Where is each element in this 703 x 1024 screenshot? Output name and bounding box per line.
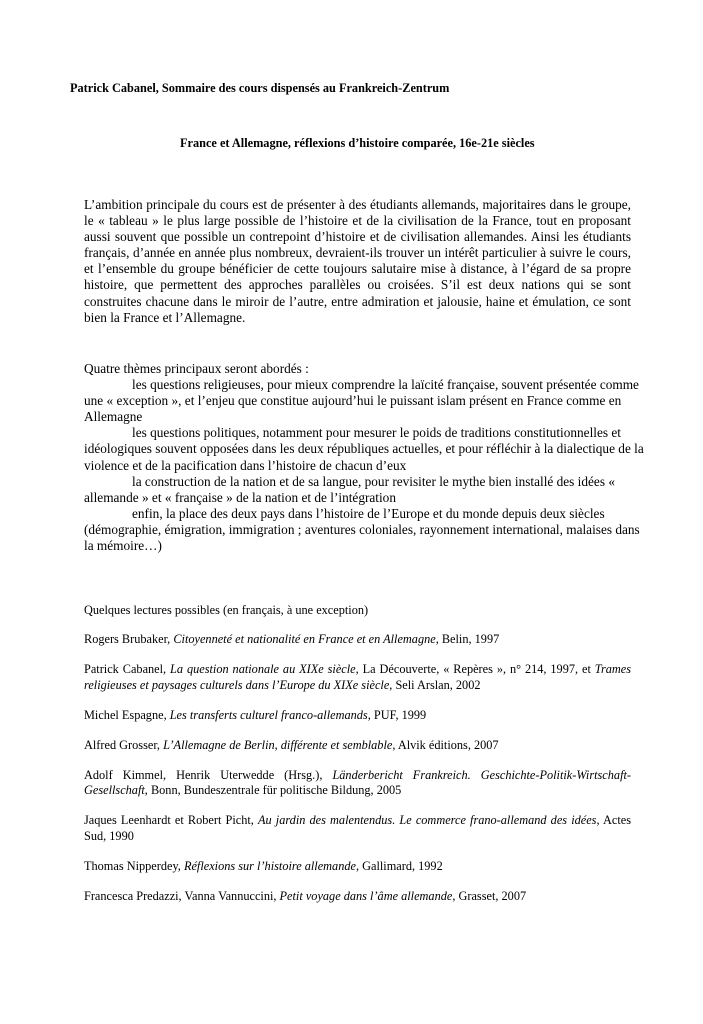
reading-entry: [84, 859, 631, 875]
reading-title: Réflexions sur l’histoire allemande: [183, 859, 356, 874]
readings-intro: Quelques lectures possibles (en français, à une exception): [84, 603, 369, 617]
reading-publisher: , Actes Sud, 1990: [84, 813, 631, 844]
themes-intro: Quatre thèmes principaux seront abordés :: [84, 361, 309, 376]
reading-entry: [84, 889, 631, 905]
reading-publisher: , La Découverte, « Repères », n° 214, 1997, et: [355, 661, 595, 676]
reading-title-secondary: Trames religieuses et paysages culturels dans l’Europe du XIXe siècle: [84, 661, 632, 692]
reading-authors: Alfred Grosser,: [84, 737, 164, 752]
reading-title: Citoyenneté et nationalité en France et en Allemagne: [173, 631, 436, 646]
reading-publisher: , Grasset, 2007: [452, 889, 527, 904]
reading-title: La question nationale au XIXe siècle: [170, 661, 356, 676]
theme-item: la construction de la nation et de sa langue, pour revisiter le mythe bien installé des idées « allemande » et « française » de la nation et de l’intégration: [84, 473, 615, 505]
themes-section: [84, 361, 644, 554]
reading-publisher: , Gallimard, 1992: [355, 859, 443, 874]
reading-entry: [84, 632, 631, 648]
reading-title: Petit voyage dans l’âme allemande: [279, 889, 453, 904]
reading-authors: Patrick Cabanel,: [84, 661, 171, 676]
reading-entry: [84, 768, 631, 800]
reading-publisher: , Belin, 1997: [435, 631, 500, 646]
reading-authors: Adolf Kimmel, Henrik Uterwedde (Hrsg.),: [84, 767, 333, 782]
reading-authors: Jaques Leenhardt et Robert Picht,: [84, 813, 258, 828]
reading-authors: Michel Espagne,: [84, 707, 170, 722]
reading-title: L’Allemagne de Berlin, différente et semblable: [163, 737, 393, 752]
reading-publisher: , Bonn, Bundeszentrale für politische Bildung, 2005: [144, 783, 402, 798]
document-title: Patrick Cabanel, Sommaire des cours dispensés au Frankreich-Zentrum: [70, 81, 450, 95]
theme-item: les questions religieuses, pour mieux comprendre la laïcité française, souvent présentée comme une « exception », et l’enjeu que constitue aujourd’hui le puissant islam présent en France comme en Allemagne: [84, 377, 639, 425]
reading-authors: Francesca Predazzi, Vanna Vannuccini,: [84, 889, 280, 904]
reading-publisher-secondary: , Seli Arslan, 2002: [389, 677, 481, 692]
theme-item: enfin, la place des deux pays dans l’histoire de l’Europe et du monde depuis deux siècles (démographie, émigration, immigration ; aventures coloniales, rayonnement international, malaises dans la mémoire…): [84, 505, 640, 554]
reading-entry: [84, 662, 631, 694]
reading-entry: [84, 708, 631, 724]
theme-item: les questions politiques, notamment pour mesurer le poids de traditions constitutionnelles et idéologiques souvent opposées dans les deux républiques actuelles, et pour réfléchir à la dialectique de la violence et de la pacification dans l’histoire de chacun d’eux: [84, 425, 644, 473]
intro-paragraph: L’ambition principale du cours est de présenter à des étudiants allemands, majoritaires dans le groupe, le « tableau » le plus large possible de l’histoire et de la civilisation de la France, tout en proposant aussi souvent que possible un contrepoint d’histoire et de civilisation allemandes. Ainsi les étudiants français, d’année en année plus nombreux, devraient-ils trouver un intérêt particulier à suivre le cours, et l’ensemble du groupe bénéficier de cette toujours salutaire mise à distance, à l’égard de sa propre histoire, que permettent des approches parallèles ou croisées. S’il est deux nations qui se sont construites chacune dans le miroir de l’autre, entre admiration et jalousie, haine et émulation, ce sont bien la France et l’Allemagne.: [84, 197, 631, 325]
reading-title: Au jardin des malentendus. Le commerce frano-allemand des idées: [257, 813, 597, 828]
reading-authors: Thomas Nipperdey,: [84, 859, 184, 874]
reading-title: Länderbericht Frankreich. Geschichte-Politik-Wirtschaft-Gesellschaft: [84, 767, 631, 798]
readings-section: [84, 603, 631, 919]
reading-entry: [84, 813, 631, 845]
reading-publisher: , Alvik éditions, 2007: [392, 737, 499, 752]
document-subtitle: France et Allemagne, réflexions d’histoire comparée, 16e-21e siècles: [180, 136, 535, 150]
reading-title: Les transferts culturel franco-allemands: [169, 707, 368, 722]
reading-entry: [84, 738, 631, 754]
reading-publisher: , PUF, 1999: [367, 707, 427, 722]
reading-authors: Rogers Brubaker,: [84, 631, 174, 646]
